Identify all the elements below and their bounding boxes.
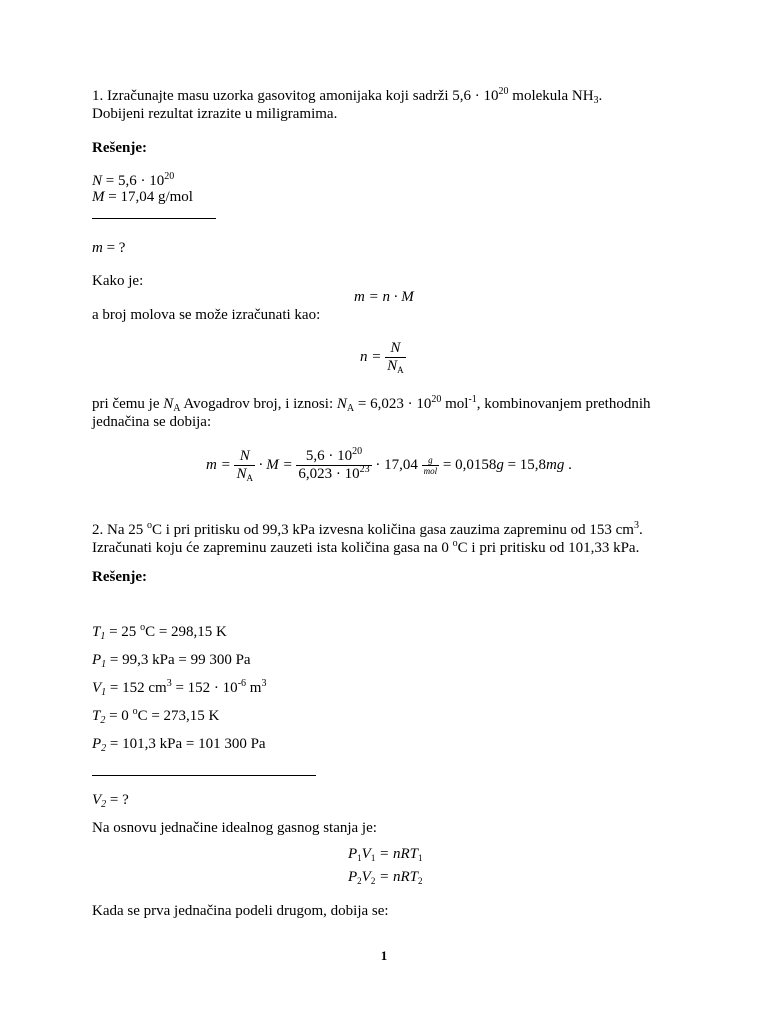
problem2-na-osnovu: Na osnovu jednačine idealnog gasnog stanja je: <box>92 820 377 836</box>
problem2-divider <box>92 775 316 776</box>
problem1-given-M: M = 17,04 g/mol <box>92 189 193 205</box>
problem2-given-T1: $T_1 = 25$ $^o$C = 298,15 K <box>92 622 227 642</box>
problem2-given-P1: $P_1 = 99,3$ kPa = 99 300 Pa <box>92 652 251 670</box>
page-number: 1 <box>380 948 388 963</box>
problem1-statement-line2: Dobijeni rezultat izrazite u miligramima. <box>92 106 338 122</box>
problem1-given-N: $N = 5,6 \cdot 10^{20}$ <box>92 171 175 189</box>
problem1-statement-line1: 1. Izračunajte masu uzorka gasovitog amonijaka koji sadrži $5,6 \cdot 10^{20}$ molekula $NH_3$. <box>92 86 603 106</box>
problem2-equation-gas-2: $P_2V_2 = nRT_2$ <box>348 869 423 886</box>
problem1-jednacina: jednačina se dobija: <box>92 414 212 430</box>
problem2-equation-gas-1: $P_1V_1 = nRT_1$ <box>348 846 423 863</box>
problem1-equation-result: m = $\frac{N}{N_A}$ · M = $\frac{5,6 \cdot 10^{20}}{6,023 \cdot 10^{23}}$ · 17,04 $\frac{g}{\text{mol}}$ = 0,0158g = 15,8mg . <box>206 446 572 483</box>
problem2-statement-line1: 2. Na 25 $^o$C i pri pritisku od 99,3 kPa izvesna količina gasa zauzima zapreminu od 153 $cm^3$. <box>92 520 643 538</box>
problem2-given-V1: $V_1 = 152$ $cm^3 = 152 \cdot 10^{-6}$ $m^3$ <box>92 678 267 698</box>
problem2-given-P2: $P_2 = 101,3$ kPa = 101 300 Pa <box>92 736 266 754</box>
problem1-solution-label: Rešenje: <box>92 140 147 156</box>
problem2-kada-se: Kada se prva jednačina podeli drugom, dobija se: <box>92 903 389 919</box>
problem1-unknown: m = ? <box>92 240 126 256</box>
problem1-equation-m-nM: m = n · M <box>354 289 414 305</box>
problem2-given-T2: $T_2 = 0$ $^o$C = 273,15 K <box>92 706 220 726</box>
problem1-equation-n: n = $\frac{N}{N_A}$ <box>360 340 404 375</box>
problem2-statement-line2: Izračunati koju će zapreminu zauzeti ista količina gasa na 0 $^o$C i pri pritisku od 101,33 kPa. <box>92 538 640 556</box>
problem1-kako-je: Kako je: <box>92 273 144 289</box>
problem2-unknown-V2: $V_2$ = ? <box>92 792 129 810</box>
problem2-solution-label: Rešenje: <box>92 569 147 585</box>
problem1-broj-molova: a broj molova se može izračunati kao: <box>92 307 321 323</box>
problem1-pri-cemu: pri čemu je $N_A$ Avogadrov broj, i iznosi: $N_A = 6,023 \cdot 10^{20}$ mol$^{-1}$, kombinovanjem prethodnih <box>92 394 651 414</box>
problem1-divider <box>92 218 216 219</box>
